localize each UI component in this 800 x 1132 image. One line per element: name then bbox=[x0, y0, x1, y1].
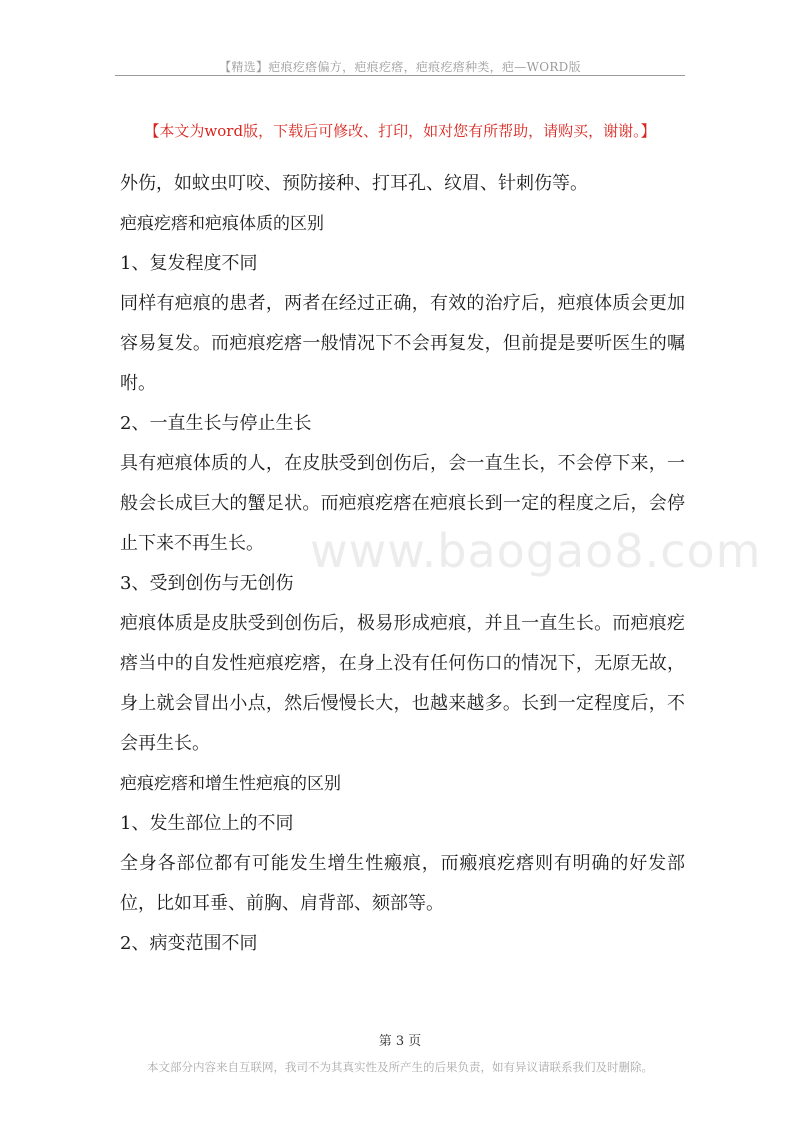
document-body bbox=[120, 164, 685, 964]
subheading: 3、受到创伤与无创伤 bbox=[120, 573, 294, 594]
page-number: 第 3 页 bbox=[378, 1034, 422, 1049]
paragraph: 同样有疤痕的患者，两者在经过正确，有效的治疗后，疤痕体质会更加容易复发。而疤痕疙瘩一般情况下不会再复发，但前提是要听医生的嘱咐。 bbox=[120, 293, 685, 394]
subheading: 1、复发程度不同 bbox=[120, 253, 258, 274]
watermark: www.baogao8.com bbox=[310, 524, 762, 578]
page-header: 【精选】疤痕疙瘩偏方，疤痕疙瘩，疤痕疙瘩种类，疤—WORD版 bbox=[219, 60, 581, 74]
subheading: 2、病变范围不同 bbox=[120, 933, 258, 954]
paragraph: 疤痕体质是皮肤受到创伤后，极易形成疤痕，并且一直生长。而疤痕疙瘩当中的自发性疤痕疙瘩，在身上没有任何伤口的情况下，无原无故，身上就会冒出小点，然后慢慢长大，也越来越多。长到一定程度后，不会再生长。 bbox=[120, 613, 685, 754]
download-notice: 【本文为word版，下载后可修改、打印，如对您有所帮助，请购买，谢谢。】 bbox=[144, 122, 656, 140]
subheading: 2、一直生长与停止生长 bbox=[120, 413, 312, 434]
paragraph: 外伤，如蚊虫叮咬、预防接种、打耳孔、纹眉、针刺伤等。 bbox=[120, 173, 588, 194]
paragraph: 具有疤痕体质的人，在皮肤受到创伤后，会一直生长，不会停下来，一般会长成巨大的蟹足状。而疤痕疙瘩在疤痕长到一定的程度之后，会停止下来不再生长。 bbox=[120, 453, 685, 554]
section-heading: 疤痕疙瘩和增生性疤痕的区别 bbox=[120, 774, 341, 794]
header-rule bbox=[115, 75, 685, 76]
paragraph: 全身各部位都有可能发生增生性瘢痕，而瘢痕疙瘩则有明确的好发部位，比如耳垂、前胸、肩背部、颏部等。 bbox=[120, 853, 685, 914]
section-heading: 疤痕疙瘩和疤痕体质的区别 bbox=[120, 214, 324, 234]
subheading: 1、发生部位上的不同 bbox=[120, 813, 294, 834]
footer-disclaimer: 本文部分内容来自互联网，我司不为其真实性及所产生的后果负责，如有异议请联系我们及时删除。 bbox=[147, 1060, 653, 1074]
